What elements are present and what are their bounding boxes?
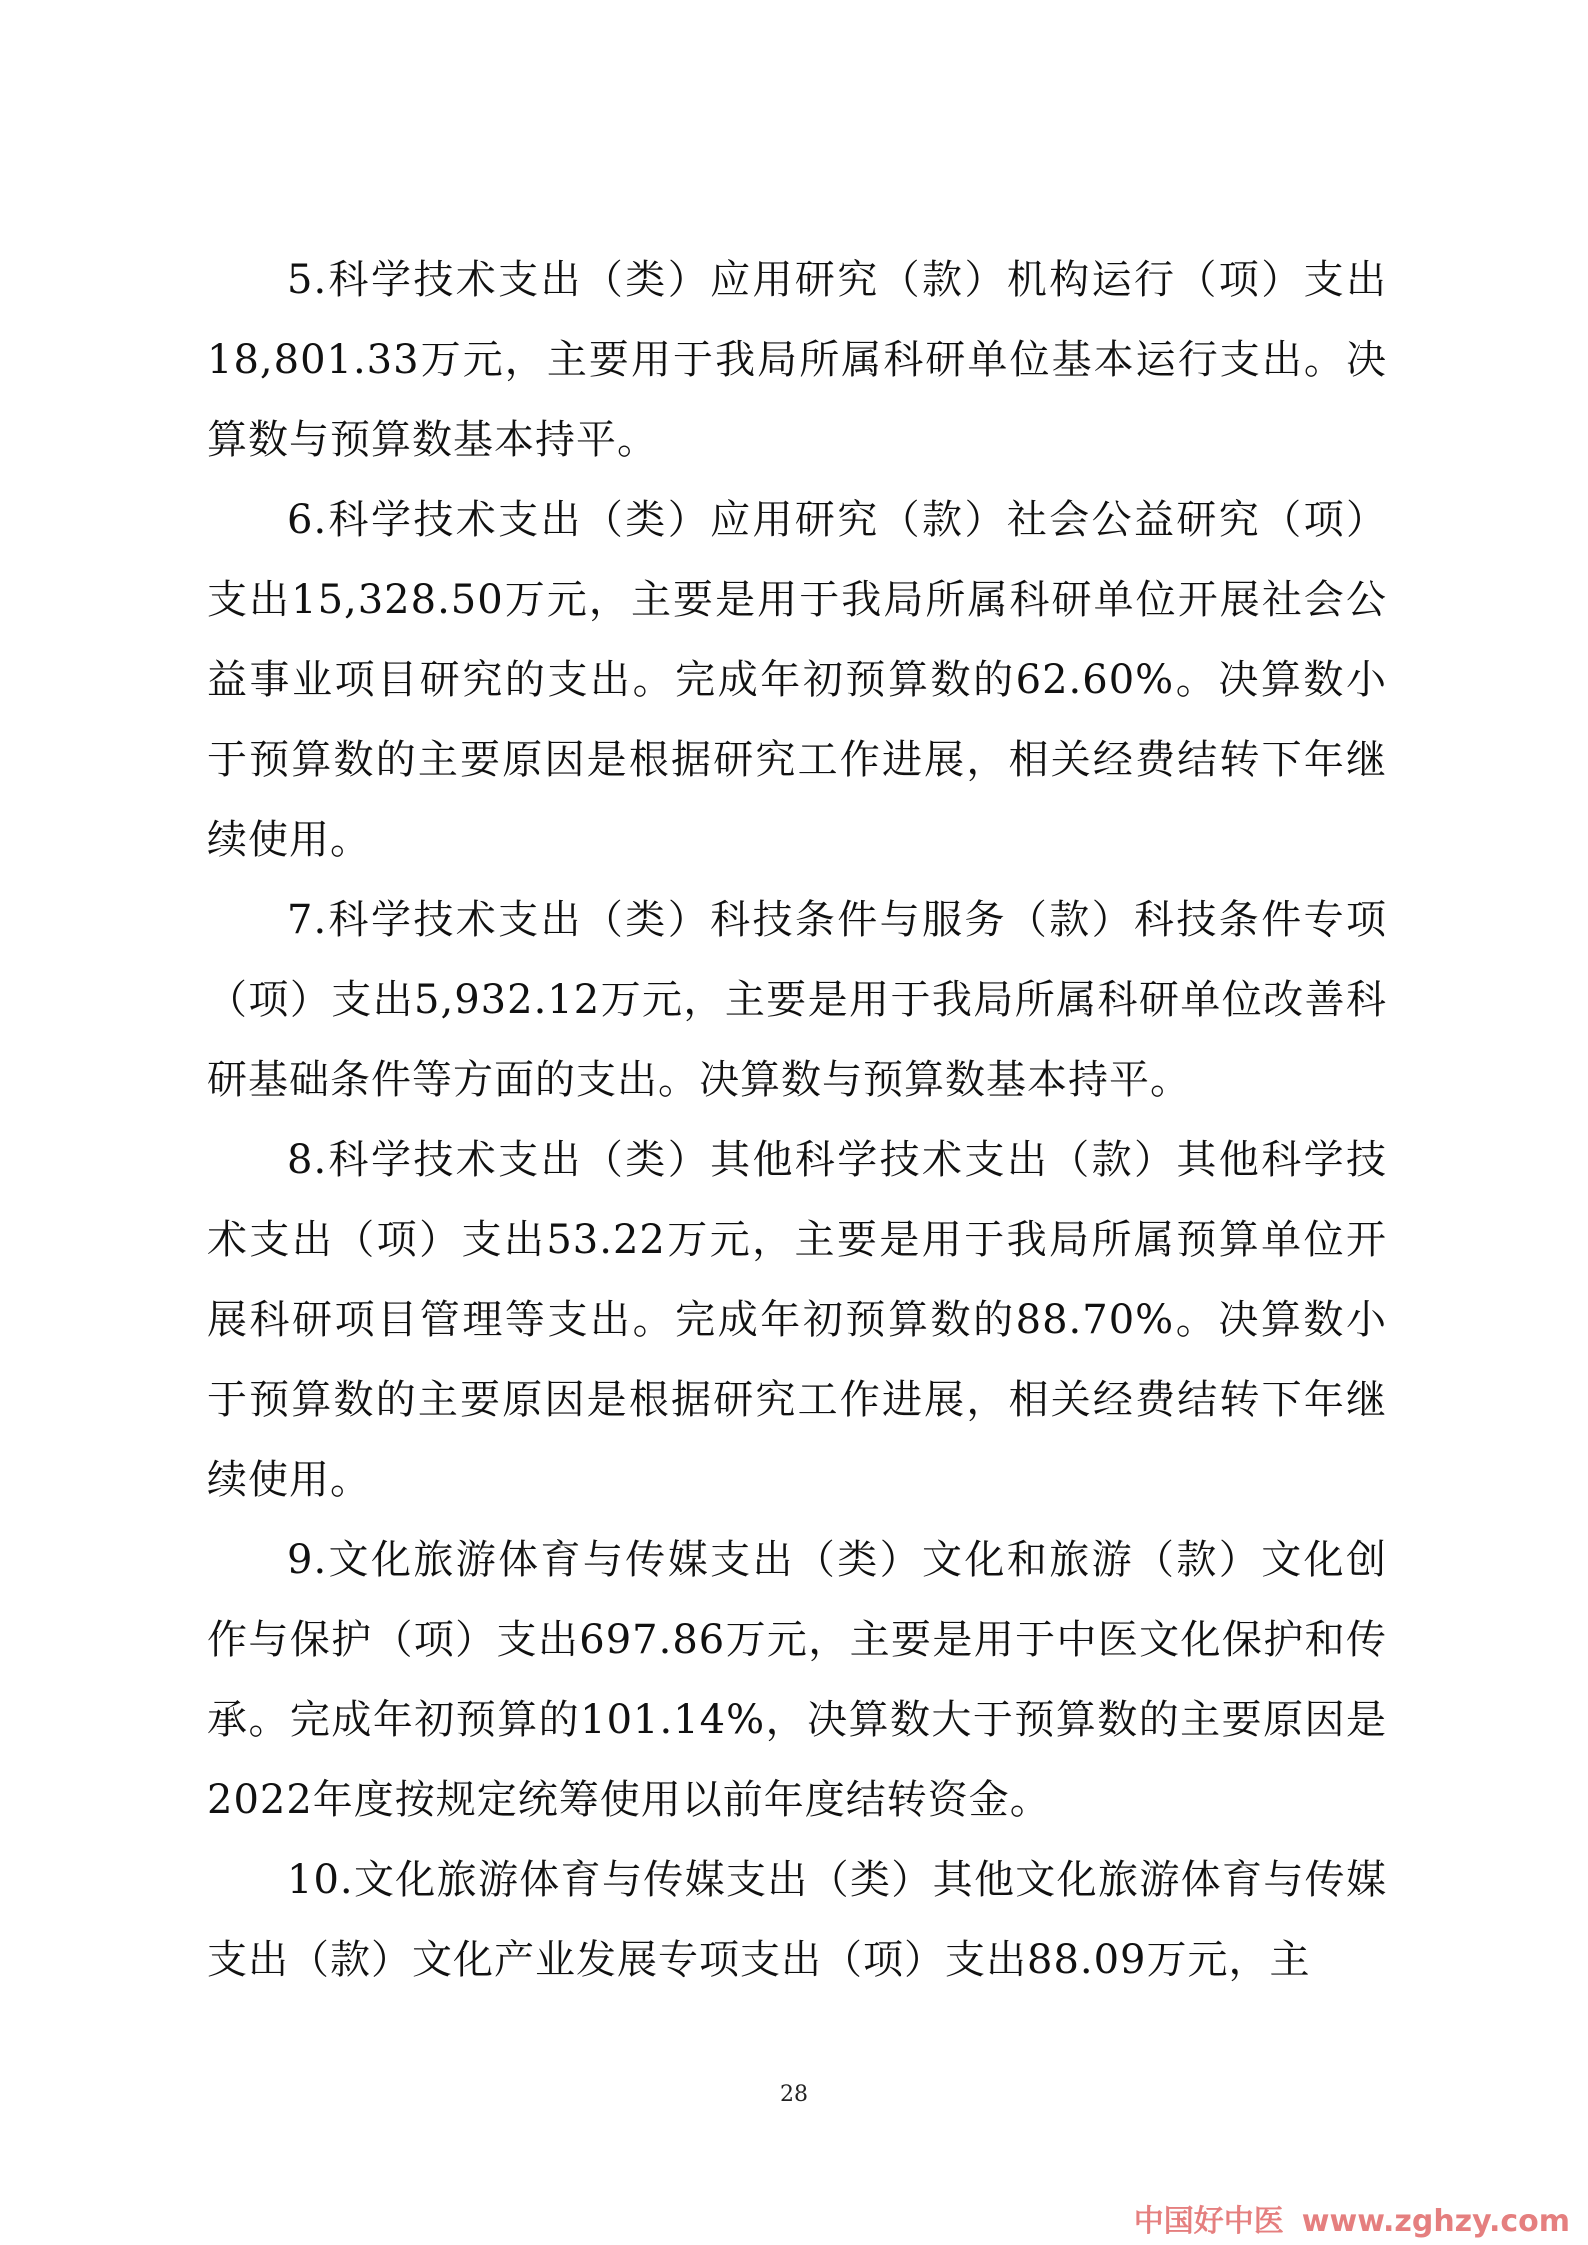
paragraph-item-7: 7.科学技术支出（类）科技条件与服务（款）科技条件专项（项）支出5,932.12万元，主要是用于我局所属科研单位改善科研基础条件等方面的支出。决算数与预算数基本持平。 [207, 897, 1387, 1103]
paragraph-item-8: 8.科学技术支出（类）其他科学技术支出（款）其他科学技术支出（项）支出53.22万元，主要是用于我局所属预算单位开展科研项目管理等支出。完成年初预算数的88.70%。决算数小于预算数的主要原因是根据研究工作进展，相关经费结转下年继续使用。 [207, 1137, 1387, 1503]
watermark-url: www.zghzy.com [1301, 2204, 1570, 2239]
site-watermark [1134, 2196, 1570, 2240]
paragraph-item-6: 6.科学技术支出（类）应用研究（款）社会公益研究（项）支出15,328.50万元，主要是用于我局所属科研单位开展社会公益事业项目研究的支出。完成年初预算数的62.60%。决算数小于预算数的主要原因是根据研究工作进展，相关经费结转下年继续使用。 [207, 497, 1387, 863]
page-number: 28 [780, 2082, 808, 2107]
paragraph-item-5: 5.科学技术支出（类）应用研究（款）机构运行（项）支出18,801.33万元，主要用于我局所属科研单位基本运行支出。决算数与预算数基本持平。 [207, 257, 1387, 463]
watermark-brand: 中国好中医 [1133, 2204, 1284, 2239]
document-body [207, 240, 1387, 2000]
paragraph-item-10: 10.文化旅游体育与传媒支出（类）其他文化旅游体育与传媒支出（款）文化产业发展专项支出（项）支出88.09万元，主 [207, 1857, 1387, 1983]
paragraph-item-9: 9.文化旅游体育与传媒支出（类）文化和旅游（款）文化创作与保护（项）支出697.86万元，主要是用于中医文化保护和传承。完成年初预算的101.14%，决算数大于预算数的主要原因是2022年度按规定统筹使用以前年度结转资金。 [207, 1537, 1387, 1823]
